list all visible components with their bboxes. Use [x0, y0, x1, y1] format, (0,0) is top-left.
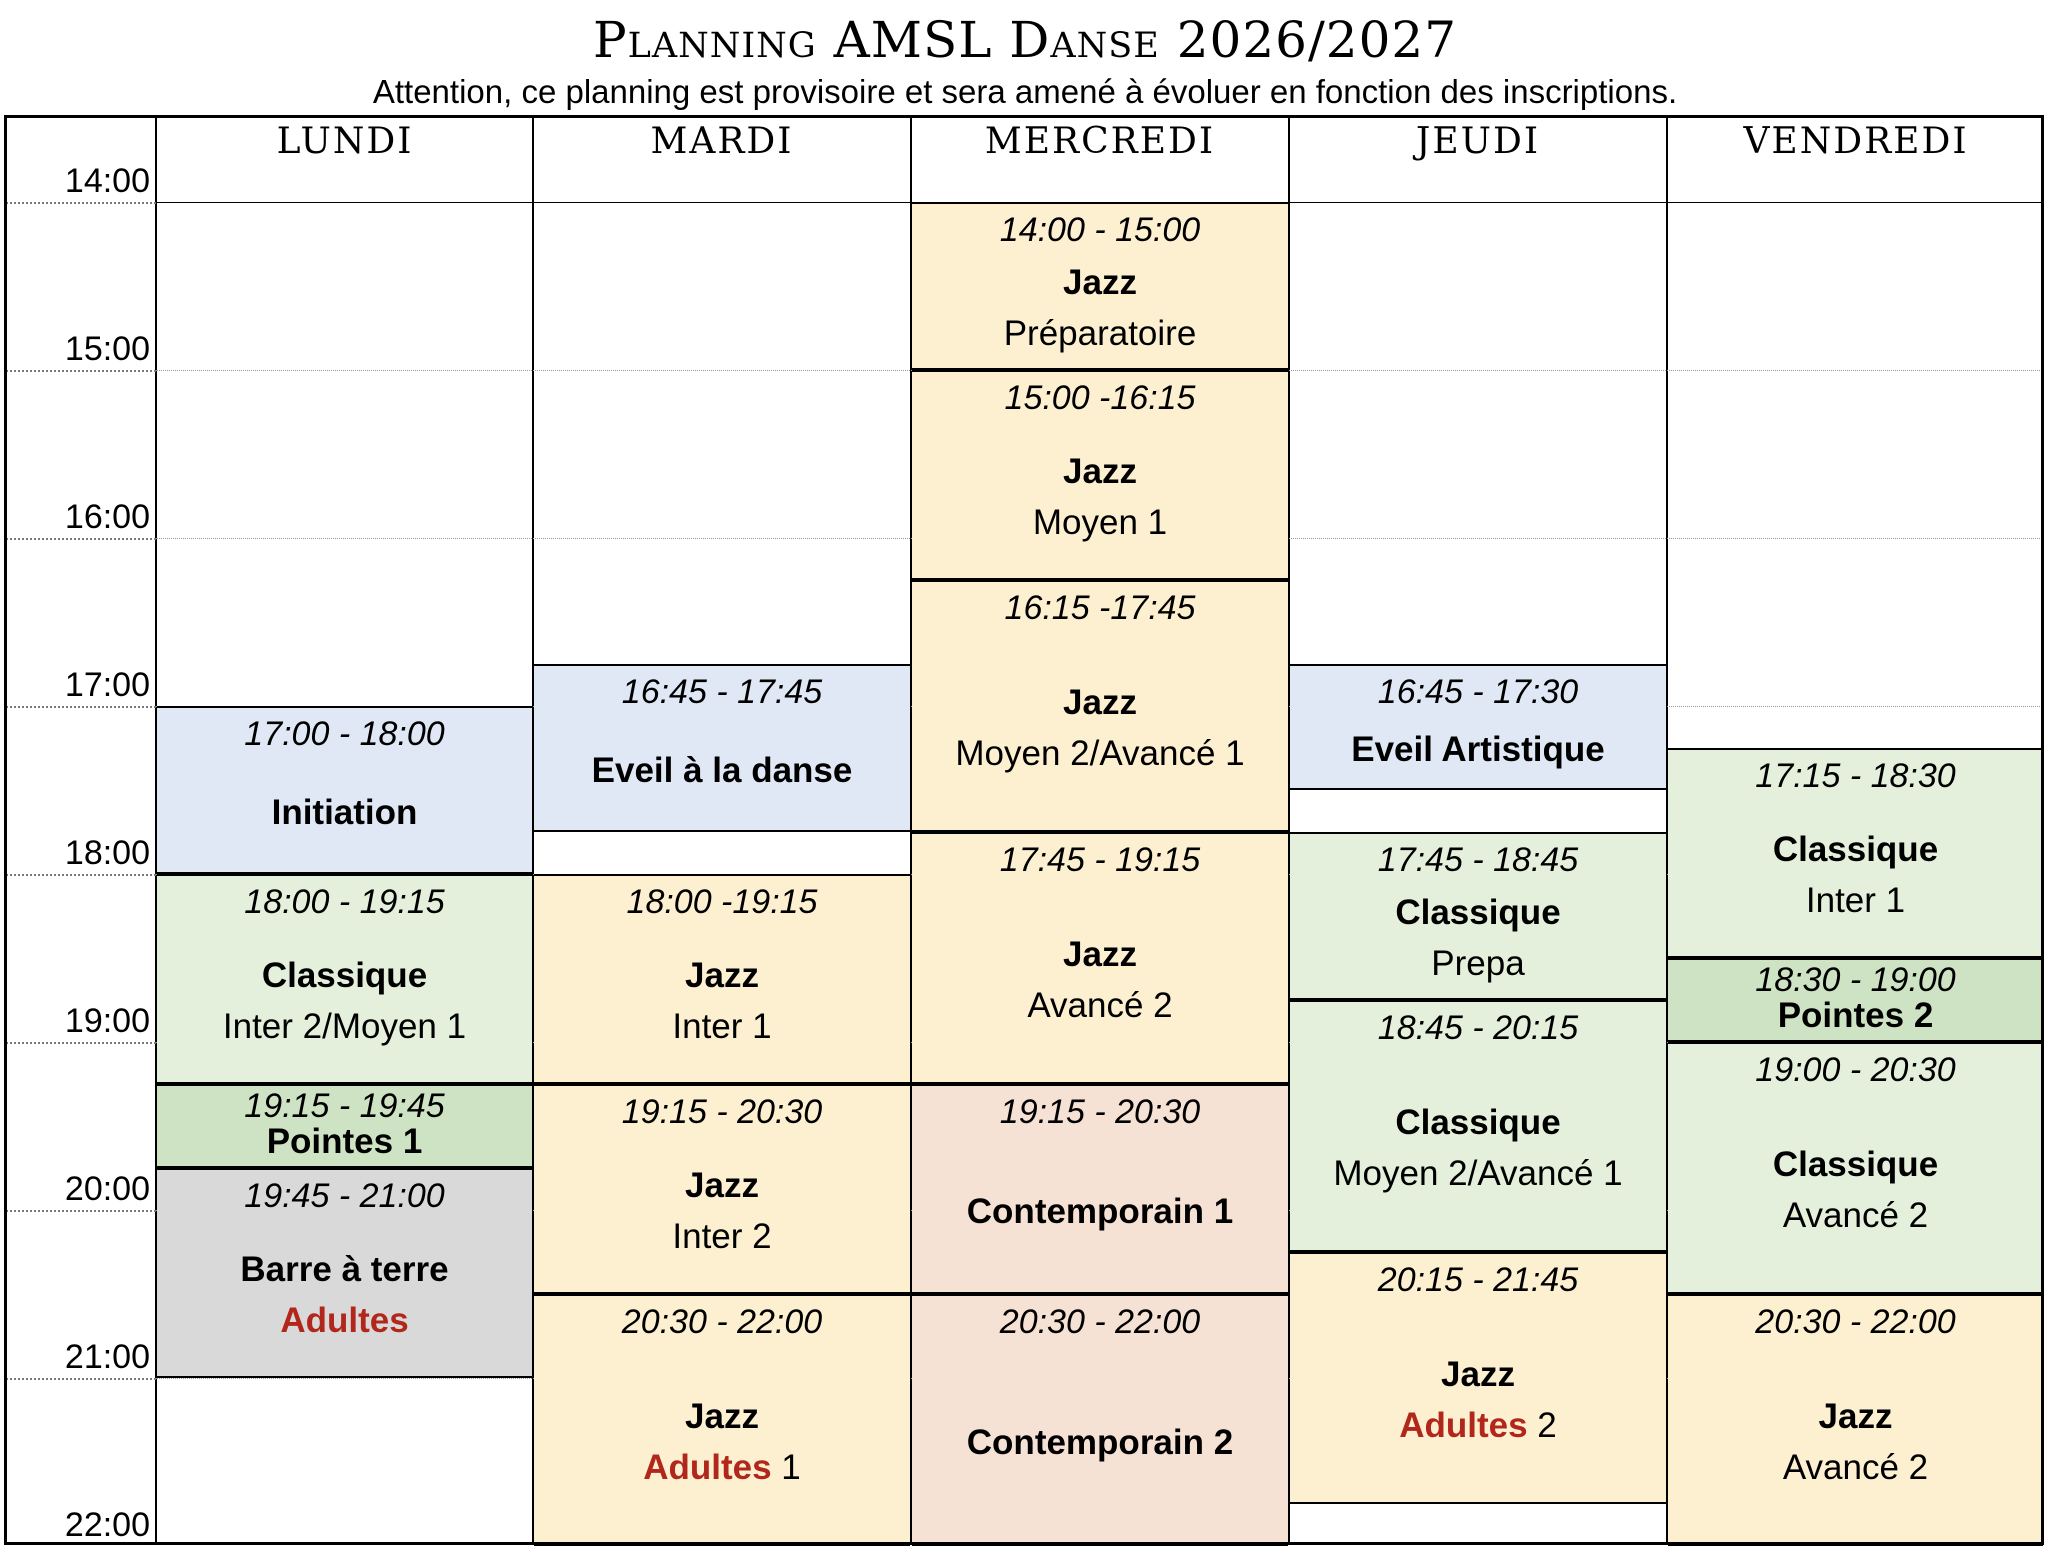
page-title: Planning AMSL Danse 2026/2027 — [592, 11, 1458, 69]
class-time: 15:00 -16:15 — [1004, 379, 1196, 417]
class-title: Jazz — [1063, 452, 1137, 491]
class-time: 20:30 - 22:00 — [1755, 1303, 1956, 1341]
class-level-text: Moyen 1 — [1032, 503, 1168, 542]
class-level-text: Inter 2/Moyen 1 — [222, 1007, 467, 1046]
class-title: Jazz — [1063, 263, 1137, 302]
class-title: Contemporain 1 — [966, 1192, 1234, 1231]
class-time: 14:00 - 15:00 — [999, 211, 1201, 249]
class-title: Jazz — [685, 1166, 759, 1205]
class-level-suffix: 1 — [771, 1448, 801, 1487]
class-title: Eveil Artistique — [1351, 730, 1605, 769]
time-label-2200: 22:00 — [64, 1506, 150, 1544]
class-time: 17:15 - 18:30 — [1755, 757, 1956, 795]
schedule-frame — [4, 115, 2044, 1545]
class-time: 20:15 - 21:45 — [1377, 1261, 1579, 1299]
day-header-vendredi: VENDREDI — [1743, 121, 1969, 162]
class-title: Classique — [261, 956, 428, 995]
time-label-1400: 14:00 — [64, 162, 150, 200]
day-header-mercredi: MERCREDI — [984, 121, 1216, 162]
time-label-2000: 20:00 — [64, 1170, 150, 1208]
class-time: 16:45 - 17:30 — [1377, 673, 1579, 711]
time-label-1800: 18:00 — [64, 834, 150, 872]
class-time: 19:15 - 19:45 — [244, 1087, 445, 1125]
class-level-text: Moyen 2/Avancé 1 — [955, 734, 1245, 773]
class-time: 16:45 - 17:45 — [621, 673, 823, 711]
class-title: Pointes 2 — [1777, 996, 1934, 1035]
class-time: 20:30 - 22:00 — [621, 1303, 823, 1341]
class-level-text: Inter 1 — [672, 1007, 772, 1046]
class-time: 18:00 - 19:15 — [244, 883, 445, 921]
class-title: Classique — [1395, 1103, 1561, 1142]
class-title: Initiation — [271, 793, 418, 832]
time-label-2100: 21:00 — [64, 1338, 150, 1376]
time-label-1900: 19:00 — [64, 1002, 150, 1040]
class-time: 19:15 - 20:30 — [621, 1093, 823, 1131]
class-level-text: Avancé 2 — [1027, 986, 1173, 1025]
time-label-1500: 15:00 — [64, 330, 150, 368]
class-time: 18:00 -19:15 — [626, 883, 818, 921]
class-title: Jazz — [685, 956, 759, 995]
day-header-jeudi: JEUDI — [1415, 121, 1541, 162]
time-label-1700: 17:00 — [64, 666, 150, 704]
class-title: Jazz — [1063, 683, 1137, 722]
class-title: Classique — [1395, 893, 1561, 932]
class-time: 20:30 - 22:00 — [999, 1303, 1201, 1341]
class-time: 16:15 -17:45 — [1004, 589, 1196, 627]
class-title: Classique — [1772, 830, 1939, 869]
class-time: 18:30 - 19:00 — [1755, 961, 1956, 999]
day-header-mardi: MARDI — [650, 121, 794, 162]
class-level-text: Inter 1 — [1805, 881, 1906, 920]
class-time: 19:00 - 20:30 — [1755, 1051, 1956, 1089]
class-title: Pointes 1 — [266, 1122, 423, 1161]
class-level-text: Adultes — [643, 1448, 772, 1487]
class-level-text: Prepa — [1431, 944, 1525, 983]
class-time: 17:45 - 18:45 — [1377, 841, 1579, 879]
class-level-suffix: 2 — [1527, 1406, 1557, 1445]
class-level-text: Inter 2 — [672, 1217, 772, 1256]
class-title: Barre à terre — [240, 1250, 449, 1289]
page-subtitle: Attention, ce planning est provisoire et sera amené à évoluer en fonction des inscriptions. — [372, 73, 1678, 110]
class-time: 17:45 - 19:15 — [999, 841, 1201, 879]
class-title: Contemporain 2 — [966, 1423, 1234, 1462]
class-level-text: Moyen 2/Avancé 1 — [1333, 1154, 1623, 1193]
class-time: 19:15 - 20:30 — [999, 1093, 1201, 1131]
class-title: Jazz — [1441, 1355, 1515, 1394]
class-title: Jazz — [1063, 935, 1137, 974]
day-header-lundi: LUNDI — [276, 121, 414, 162]
class-time: 19:45 - 21:00 — [244, 1177, 445, 1215]
class-level-text: Préparatoire — [1003, 314, 1197, 353]
class-level-text: Adultes — [280, 1301, 409, 1340]
time-label-1600: 16:00 — [64, 498, 150, 536]
class-time: 18:45 - 20:15 — [1377, 1009, 1579, 1047]
class-level-text: Avancé 2 — [1782, 1196, 1929, 1235]
class-title: Jazz — [685, 1397, 759, 1436]
class-title: Classique — [1772, 1145, 1939, 1184]
class-level-text: Avancé 2 — [1782, 1448, 1929, 1487]
class-time: 17:00 - 18:00 — [244, 715, 445, 753]
class-title: Eveil à la danse — [591, 751, 853, 790]
class-title: Jazz — [1818, 1397, 1893, 1436]
class-level-text: Adultes — [1399, 1406, 1528, 1445]
